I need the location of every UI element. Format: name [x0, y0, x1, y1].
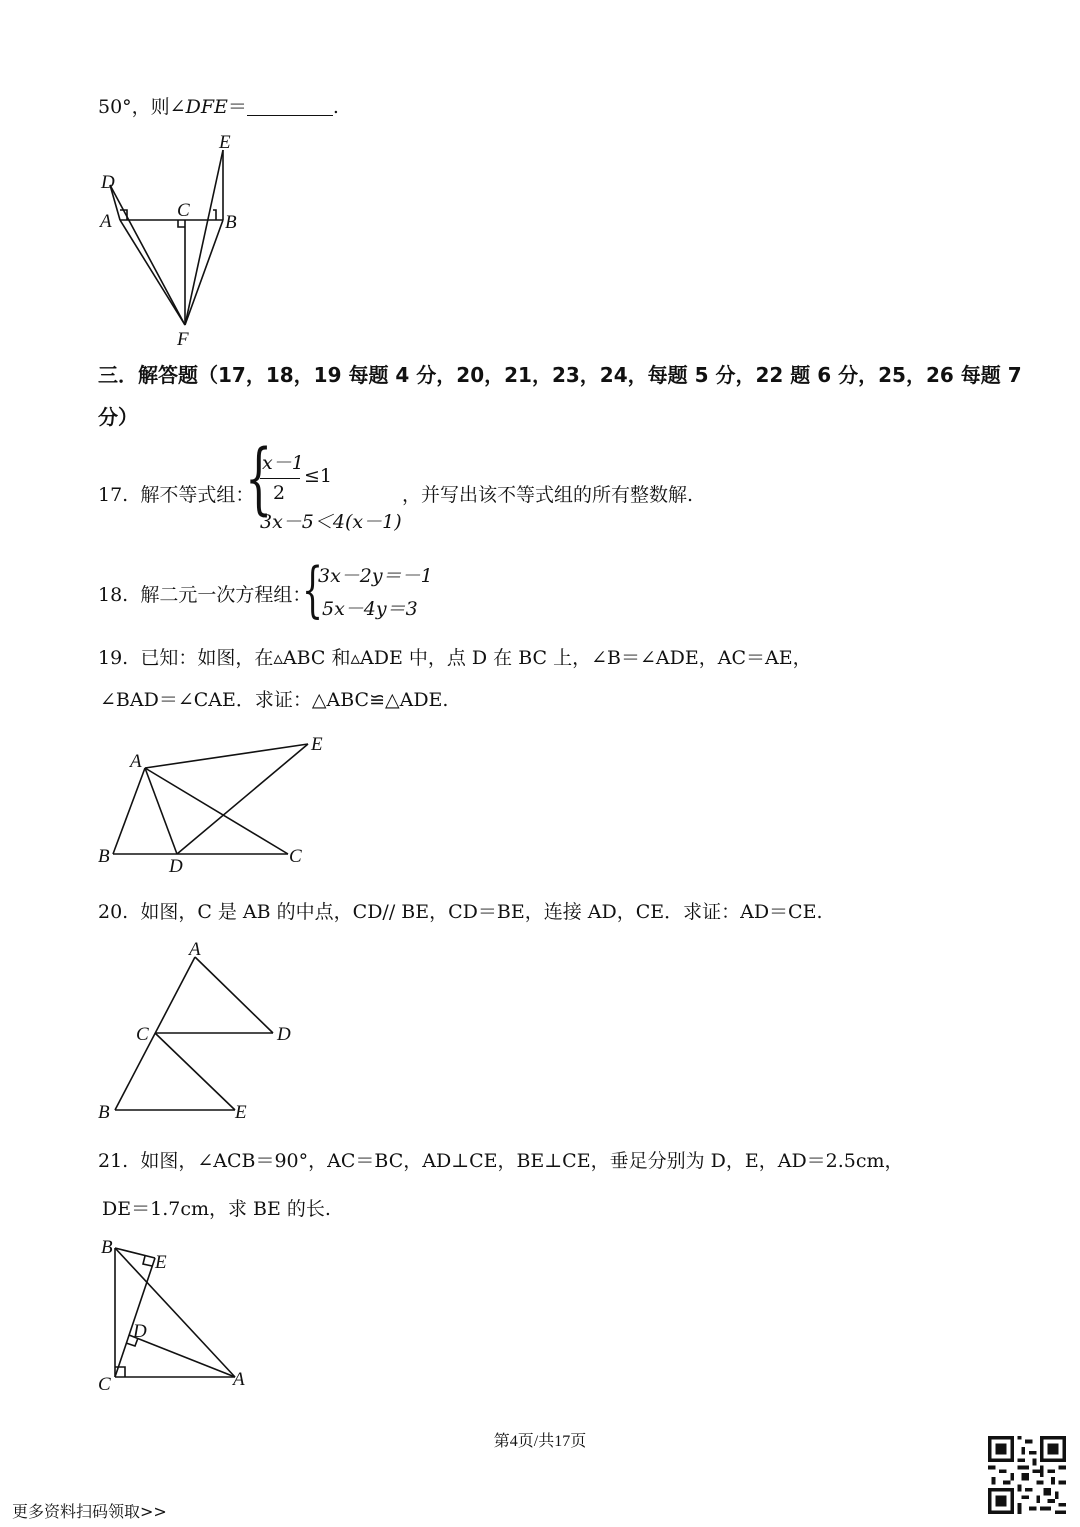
label-F: F	[177, 329, 189, 350]
label-E: E	[219, 132, 231, 153]
q18-brace: {	[302, 555, 324, 625]
q17-rel1: ≤1	[304, 465, 333, 487]
label-B: B	[98, 846, 110, 867]
more-resources-link[interactable]: 更多资料扫码领取>>	[12, 1502, 167, 1521]
label-A: A	[130, 751, 142, 772]
q21-line2: DE＝1.7cm，求 BE 的长.	[102, 1198, 331, 1220]
label-D: D	[133, 1321, 147, 1342]
label-E: E	[235, 1102, 247, 1123]
label-A: A	[233, 1369, 245, 1390]
qr-code-icon[interactable]	[988, 1436, 1066, 1514]
figure-q16	[95, 130, 255, 350]
label-C: C	[177, 200, 190, 221]
label-D: D	[277, 1024, 291, 1045]
section-heading-line1: 三．解答题（17，18，19 每题 4 分，20，21，23，24，每题 5 分，22 题 6 分，25，26 每题 7	[98, 363, 1022, 387]
label-E: E	[155, 1252, 167, 1273]
label-C: C	[289, 846, 302, 867]
q17-frac-bar	[260, 478, 300, 479]
label-E: E	[311, 734, 323, 755]
q19-line2: ∠BAD＝∠CAE．求证：△ABC≌△ADE.	[100, 689, 449, 711]
q20-line: 20. 如图，C 是 AB 的中点，CD// BE，CD＝BE，连接 AD，CE．求证：AD＝CE.	[98, 901, 823, 923]
label-C: C	[136, 1024, 149, 1045]
label-B: B	[225, 212, 237, 233]
figure-q20	[95, 935, 315, 1125]
section-heading-line2: 分）	[98, 405, 138, 429]
q18-eq2: 5x－4y＝3	[322, 598, 418, 620]
q16-tail: 50°，则∠DFE＝ .	[98, 96, 339, 118]
q21-line1: 21. 如图，∠ACB＝90°，AC＝BC，AD⊥CE，BE⊥CE，垂足分别为 D，E，AD＝2.5cm，	[98, 1150, 904, 1172]
q17-brace: {	[245, 434, 273, 524]
q17-label: 17. 解不等式组：	[98, 484, 255, 506]
q17-frac-num: x－1	[262, 452, 304, 474]
q18-label: 18. 解二元一次方程组：	[98, 584, 312, 606]
label-C: C	[98, 1374, 111, 1395]
label-B: B	[101, 1237, 113, 1258]
q17-tail: ，并写出该不等式组的所有整数解.	[402, 484, 694, 506]
q17-frac-den: 2	[273, 482, 286, 504]
figure-q19	[95, 730, 345, 880]
label-D: D	[101, 172, 115, 193]
q19-line1: 19. 已知：如图，在▵ABC 和▵ADE 中，点 D 在 BC 上，∠B＝∠ADE，AC＝AE，	[98, 647, 812, 669]
q17-line2: 3x－5＜4(x－1)	[260, 511, 402, 533]
answer-blank	[247, 99, 333, 116]
label-D: D	[169, 856, 183, 877]
label-A: A	[189, 939, 201, 960]
label-A: A	[100, 211, 112, 232]
page-number: 第4页/共17页	[493, 1433, 587, 1450]
label-B: B	[98, 1102, 110, 1123]
figure-q21	[95, 1235, 265, 1395]
q18-eq1: 3x－2y＝－1	[318, 565, 433, 587]
